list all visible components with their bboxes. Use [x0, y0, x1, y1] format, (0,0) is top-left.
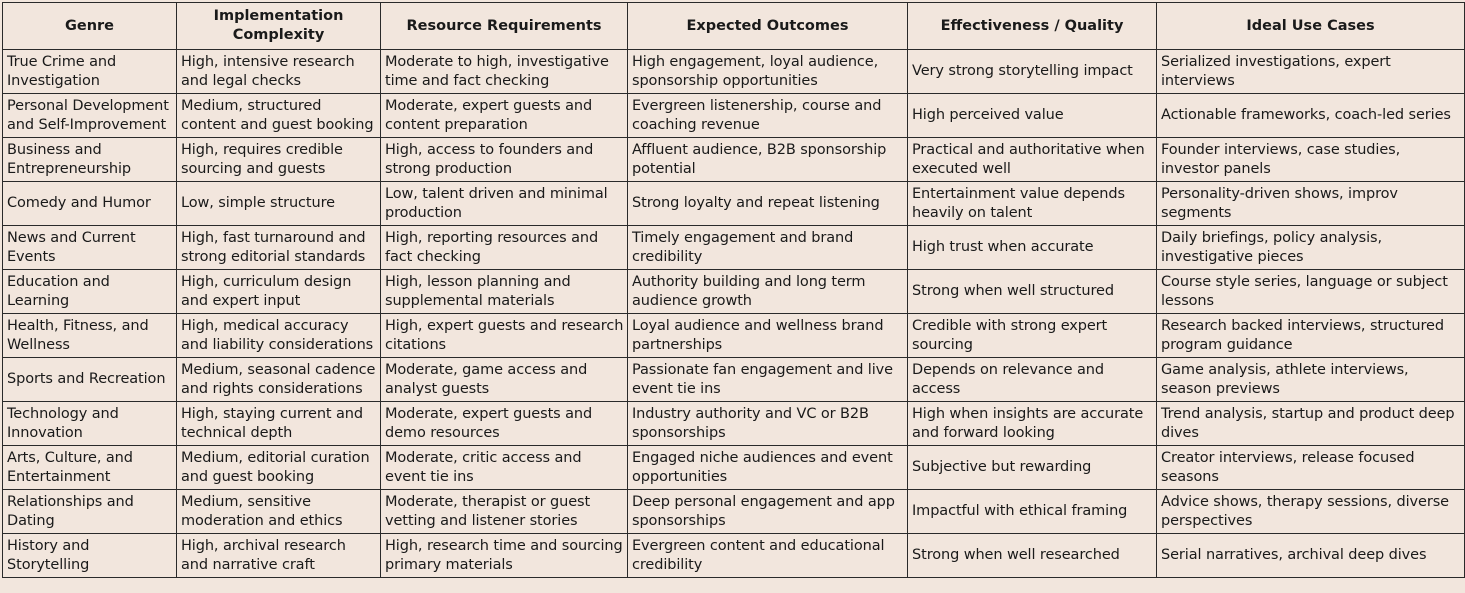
resource-requirements-cell: Moderate, therapist or guest vetting and listener stories [381, 490, 628, 534]
ideal-use-cases-cell: Research backed interviews, structured program guidance [1157, 314, 1465, 358]
expected-outcomes-cell: Affluent audience, B2B sponsorship potential [628, 138, 908, 182]
genre-cell: Technology and Innovation [3, 402, 177, 446]
genre-cell: Business and Entrepreneurship [3, 138, 177, 182]
table-header [3, 3, 1465, 50]
genre-cell: History and Storytelling [3, 534, 177, 578]
table-row [3, 490, 1465, 534]
implementation-complexity-cell: Medium, structured content and guest booking [177, 94, 381, 138]
table-row [3, 94, 1465, 138]
ideal-use-cases-cell: Actionable frameworks, coach-led series [1157, 94, 1465, 138]
table-row [3, 138, 1465, 182]
resource-requirements-cell: Moderate, expert guests and demo resources [381, 402, 628, 446]
table-row [3, 50, 1465, 94]
resource-requirements-cell: High, access to founders and strong production [381, 138, 628, 182]
implementation-complexity-cell: High, medical accuracy and liability considerations [177, 314, 381, 358]
implementation-complexity-cell: High, staying current and technical depth [177, 402, 381, 446]
table-row [3, 358, 1465, 402]
effectiveness-quality-cell: Depends on relevance and access [908, 358, 1157, 402]
table-row [3, 314, 1465, 358]
ideal-use-cases-cell: Advice shows, therapy sessions, diverse perspectives [1157, 490, 1465, 534]
genre-cell: Arts, Culture, and Entertainment [3, 446, 177, 490]
effectiveness-quality-cell: High perceived value [908, 94, 1157, 138]
ideal-use-cases-cell: Founder interviews, case studies, investor panels [1157, 138, 1465, 182]
ideal-use-cases-cell: Serialized investigations, expert interviews [1157, 50, 1465, 94]
implementation-complexity-cell: Medium, sensitive moderation and ethics [177, 490, 381, 534]
ideal-use-cases-cell: Daily briefings, policy analysis, investigative pieces [1157, 226, 1465, 270]
effectiveness-quality-cell: Strong when well structured [908, 270, 1157, 314]
resource-requirements-cell: Moderate, expert guests and content preparation [381, 94, 628, 138]
expected-outcomes-cell: Engaged niche audiences and event opportunities [628, 446, 908, 490]
ideal-use-cases-cell: Game analysis, athlete interviews, season previews [1157, 358, 1465, 402]
ideal-use-cases-cell: Serial narratives, archival deep dives [1157, 534, 1465, 578]
effectiveness-quality-cell: Subjective but rewarding [908, 446, 1157, 490]
header-ideal-use-cases: Ideal Use Cases [1157, 3, 1465, 50]
implementation-complexity-cell: High, requires credible sourcing and guests [177, 138, 381, 182]
expected-outcomes-cell: Evergreen listenership, course and coaching revenue [628, 94, 908, 138]
table-row [3, 182, 1465, 226]
table-row [3, 402, 1465, 446]
resource-requirements-cell: High, reporting resources and fact checking [381, 226, 628, 270]
table-row [3, 226, 1465, 270]
implementation-complexity-cell: Low, simple structure [177, 182, 381, 226]
ideal-use-cases-cell: Personality-driven shows, improv segments [1157, 182, 1465, 226]
expected-outcomes-cell: Passionate fan engagement and live event tie ins [628, 358, 908, 402]
header-genre: Genre [3, 3, 177, 50]
resource-requirements-cell: High, lesson planning and supplemental materials [381, 270, 628, 314]
expected-outcomes-cell: Evergreen content and educational credibility [628, 534, 908, 578]
resource-requirements-cell: Moderate to high, investigative time and fact checking [381, 50, 628, 94]
table-row [3, 446, 1465, 490]
resource-requirements-cell: Moderate, critic access and event tie ins [381, 446, 628, 490]
genre-cell: News and Current Events [3, 226, 177, 270]
genre-cell: Sports and Recreation [3, 358, 177, 402]
ideal-use-cases-cell: Course style series, language or subject lessons [1157, 270, 1465, 314]
effectiveness-quality-cell: Credible with strong expert sourcing [908, 314, 1157, 358]
implementation-complexity-cell: High, fast turnaround and strong editorial standards [177, 226, 381, 270]
resource-requirements-cell: Moderate, game access and analyst guests [381, 358, 628, 402]
implementation-complexity-cell: High, curriculum design and expert input [177, 270, 381, 314]
implementation-complexity-cell: Medium, seasonal cadence and rights considerations [177, 358, 381, 402]
resource-requirements-cell: High, research time and sourcing primary materials [381, 534, 628, 578]
expected-outcomes-cell: Strong loyalty and repeat listening [628, 182, 908, 226]
effectiveness-quality-cell: Practical and authoritative when executed well [908, 138, 1157, 182]
header-row [3, 3, 1465, 50]
header-expected-outcomes: Expected Outcomes [628, 3, 908, 50]
genre-cell: Comedy and Humor [3, 182, 177, 226]
effectiveness-quality-cell: Strong when well researched [908, 534, 1157, 578]
resource-requirements-cell: Low, talent driven and minimal production [381, 182, 628, 226]
expected-outcomes-cell: High engagement, loyal audience, sponsorship opportunities [628, 50, 908, 94]
header-effectiveness-quality: Effectiveness / Quality [908, 3, 1157, 50]
expected-outcomes-cell: Deep personal engagement and app sponsorships [628, 490, 908, 534]
expected-outcomes-cell: Authority building and long term audience growth [628, 270, 908, 314]
table-row [3, 534, 1465, 578]
genre-cell: Relationships and Dating [3, 490, 177, 534]
genre-cell: True Crime and Investigation [3, 50, 177, 94]
effectiveness-quality-cell: Impactful with ethical framing [908, 490, 1157, 534]
ideal-use-cases-cell: Trend analysis, startup and product deep dives [1157, 402, 1465, 446]
implementation-complexity-cell: Medium, editorial curation and guest booking [177, 446, 381, 490]
implementation-complexity-cell: High, intensive research and legal checks [177, 50, 381, 94]
genre-comparison-table [2, 2, 1465, 578]
expected-outcomes-cell: Industry authority and VC or B2B sponsorships [628, 402, 908, 446]
header-resource-requirements: Resource Requirements [381, 3, 628, 50]
effectiveness-quality-cell: High trust when accurate [908, 226, 1157, 270]
resource-requirements-cell: High, expert guests and research citations [381, 314, 628, 358]
implementation-complexity-cell: High, archival research and narrative craft [177, 534, 381, 578]
expected-outcomes-cell: Timely engagement and brand credibility [628, 226, 908, 270]
header-implementation-complexity: Implementation Complexity [177, 3, 381, 50]
expected-outcomes-cell: Loyal audience and wellness brand partnerships [628, 314, 908, 358]
genre-cell: Education and Learning [3, 270, 177, 314]
genre-cell: Personal Development and Self-Improvement [3, 94, 177, 138]
table-body [3, 50, 1465, 578]
table-row [3, 270, 1465, 314]
effectiveness-quality-cell: Very strong storytelling impact [908, 50, 1157, 94]
effectiveness-quality-cell: Entertainment value depends heavily on talent [908, 182, 1157, 226]
effectiveness-quality-cell: High when insights are accurate and forward looking [908, 402, 1157, 446]
genre-cell: Health, Fitness, and Wellness [3, 314, 177, 358]
ideal-use-cases-cell: Creator interviews, release focused seasons [1157, 446, 1465, 490]
